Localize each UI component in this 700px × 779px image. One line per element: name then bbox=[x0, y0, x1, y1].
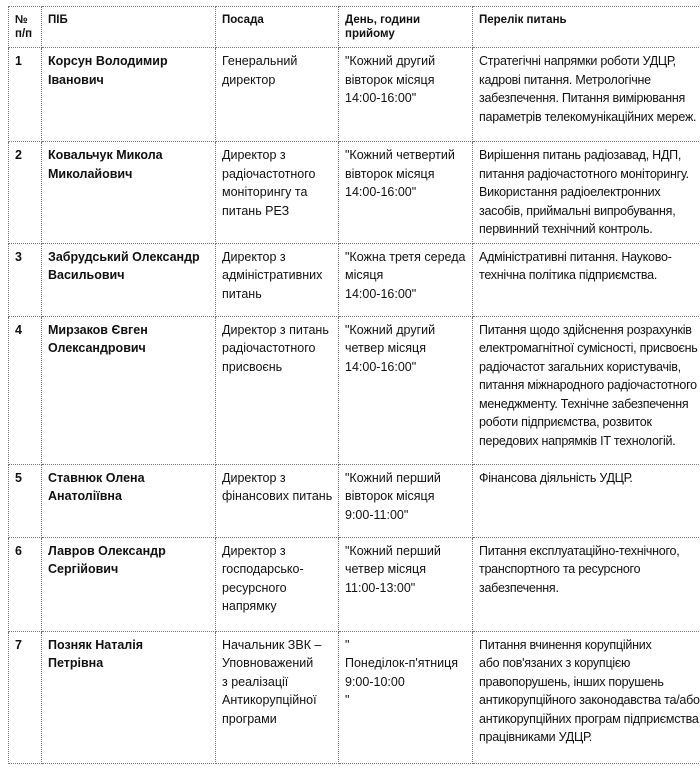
row-number: 4 bbox=[9, 316, 42, 464]
person-position bbox=[216, 316, 339, 464]
reception-schedule-line: Понеділок-п'ятниця bbox=[345, 656, 459, 670]
person-position-line: Уповноважений bbox=[222, 656, 314, 670]
person-position-line: Директор з питань bbox=[222, 322, 329, 337]
person-position-line: Директор з bbox=[222, 543, 286, 558]
table-row bbox=[9, 48, 700, 142]
reception-schedule-line: 14:00-16:00" bbox=[345, 91, 417, 105]
person-name bbox=[42, 631, 216, 763]
reception-schedule bbox=[339, 316, 473, 464]
reception-schedule-line: місяця bbox=[345, 268, 384, 282]
person-position-line: напрямку bbox=[222, 599, 277, 613]
issues-list bbox=[473, 142, 700, 244]
issues-list-line: Питання щодо здійснення розрахунків bbox=[479, 322, 692, 337]
person-name bbox=[42, 537, 216, 631]
person-position bbox=[216, 631, 339, 763]
person-name-line: Сергійович bbox=[48, 562, 119, 576]
header-schedule: День, години прийому bbox=[339, 7, 473, 48]
reception-schedule-line: четвер місяця bbox=[345, 341, 426, 355]
reception-schedule-line: 9:00-10:00 bbox=[345, 674, 405, 689]
issues-list bbox=[473, 316, 700, 464]
reception-schedule-line: "Кожний перший bbox=[345, 470, 441, 485]
issues-list-line: параметрів телекомунікаційних мереж. bbox=[479, 109, 697, 124]
header-row bbox=[9, 7, 700, 48]
person-position-line: радіочастотного bbox=[222, 166, 316, 181]
row-number: 7 bbox=[9, 631, 42, 763]
reception-schedule-line: " bbox=[345, 693, 350, 707]
person-name-line: Мирзаков Євген bbox=[48, 322, 148, 337]
person-name-line: Ковальчук Микола bbox=[48, 148, 163, 162]
person-position-line: Начальник ЗВК – bbox=[222, 637, 322, 652]
person-position bbox=[216, 48, 339, 142]
reception-schedule-line: 14:00-16:00" bbox=[345, 286, 417, 301]
person-position-line: Генеральний bbox=[222, 54, 298, 68]
person-name-line: Корсун Володимир bbox=[48, 54, 168, 68]
header-issues: Перелік питань bbox=[473, 7, 700, 48]
person-name bbox=[42, 316, 216, 464]
person-position bbox=[216, 243, 339, 316]
issues-list-line: роботи підприємства, розвиток bbox=[479, 415, 652, 429]
reception-schedule bbox=[339, 464, 473, 537]
issues-list-line: або пов'язаних з корупцією bbox=[479, 656, 631, 670]
table-row bbox=[9, 142, 700, 244]
person-position bbox=[216, 142, 339, 244]
reception-schedule-line: 11:00-13:00" bbox=[345, 580, 416, 595]
reception-schedule bbox=[339, 243, 473, 316]
row-number: 6 bbox=[9, 537, 42, 631]
person-name-line: Олександрович bbox=[48, 341, 146, 355]
issues-list-line: забезпечення. bbox=[479, 580, 559, 595]
reception-schedule-line: четвер місяця bbox=[345, 562, 426, 576]
header-name: ПІБ bbox=[42, 7, 216, 48]
person-name-line: Ставнюк Олена bbox=[48, 470, 145, 485]
reception-schedule-line: "Кожний четвертий bbox=[345, 148, 455, 162]
issues-list-line: правопорушень, інших порушень bbox=[479, 674, 664, 689]
person-position-line: Директор з bbox=[222, 470, 286, 485]
table-row bbox=[9, 243, 700, 316]
reception-schedule bbox=[339, 48, 473, 142]
person-position-line: Директор з bbox=[222, 148, 286, 162]
reception-schedule bbox=[339, 537, 473, 631]
issues-list-line: Використання радіоелектронних bbox=[479, 185, 661, 199]
row-number: 1 bbox=[9, 48, 42, 142]
issues-list-line: менеджменту. Технічне забезпечення bbox=[479, 396, 689, 411]
person-name bbox=[42, 464, 216, 537]
person-position bbox=[216, 464, 339, 537]
person-position-line: Антикорупційної bbox=[222, 693, 317, 707]
reception-schedule-line: "Кожний другий bbox=[345, 54, 436, 68]
issues-list-line: працівниками УДЦР. bbox=[479, 730, 592, 744]
person-position-line: з реалізації bbox=[222, 674, 289, 689]
issues-list-line: антикорупційних програм підприємства bbox=[479, 711, 699, 726]
issues-list-line: первинний технічний контроль. bbox=[479, 222, 653, 236]
person-position-line: директор bbox=[222, 72, 276, 87]
person-name-line: Васильович bbox=[48, 268, 125, 282]
person-position-line: ресурсного bbox=[222, 580, 287, 595]
person-position-line: господарсько- bbox=[222, 562, 304, 576]
person-position-line: радіочастотного bbox=[222, 341, 316, 355]
person-position-line: Директор з bbox=[222, 249, 286, 264]
issues-list bbox=[473, 464, 700, 537]
issues-list-line: кадрові питання. Метрологічне bbox=[479, 72, 651, 87]
reception-schedule bbox=[339, 142, 473, 244]
issues-list-line: питання міжнародного радіочастотного bbox=[479, 378, 697, 392]
person-name-line: Анатоліївна bbox=[48, 489, 122, 503]
table-row bbox=[9, 316, 700, 464]
reception-schedule-line: 14:00-16:00" bbox=[345, 359, 417, 374]
issues-list-line: електромагнітної сумісності, присвоєнь bbox=[479, 341, 698, 355]
issues-list-line: Питання експлуатаційно-технічного, bbox=[479, 543, 680, 558]
reception-schedule-line: вівторок місяця bbox=[345, 166, 435, 181]
table-row bbox=[9, 537, 700, 631]
issues-list-line: радіочастот загальних користувачів, bbox=[479, 359, 681, 374]
person-name-line: Забрудський Олександр bbox=[48, 249, 200, 264]
person-name-line: Лавров Олександр bbox=[48, 543, 166, 558]
reception-schedule-line: "Кожна третя середа bbox=[345, 249, 466, 264]
issues-list-line: Фінансова діяльність УДЦР. bbox=[479, 470, 633, 485]
person-position-line: адміністративних bbox=[222, 268, 323, 282]
person-name-line: Іванович bbox=[48, 72, 104, 87]
person-name-line: Позняк Наталія bbox=[48, 637, 144, 652]
reception-schedule-table bbox=[8, 6, 700, 764]
person-position-line: фінансових питань bbox=[222, 489, 333, 503]
row-number: 2 bbox=[9, 142, 42, 244]
header-position: Посада bbox=[216, 7, 339, 48]
issues-list bbox=[473, 631, 700, 763]
issues-list-line: технічна політика підприємства. bbox=[479, 268, 658, 282]
issues-list-line: Питання вчинення корупційних bbox=[479, 637, 652, 652]
person-name bbox=[42, 243, 216, 316]
table-row bbox=[9, 631, 700, 763]
person-position-line: програми bbox=[222, 711, 277, 726]
header-num: № п/п bbox=[9, 7, 42, 48]
person-name bbox=[42, 48, 216, 142]
person-name-line: Миколайович bbox=[48, 166, 133, 181]
issues-list-line: Стратегічні напрямки роботи УДЦР, bbox=[479, 54, 676, 68]
person-position bbox=[216, 537, 339, 631]
issues-list-line: транспортного та ресурсного bbox=[479, 562, 641, 576]
issues-list bbox=[473, 537, 700, 631]
row-number: 5 bbox=[9, 464, 42, 537]
reception-schedule-line: 9:00-11:00" bbox=[345, 507, 409, 522]
person-position-line: моніторингу та bbox=[222, 185, 308, 199]
reception-schedule-line: 14:00-16:00" bbox=[345, 185, 417, 199]
person-position-line: питань РЕЗ bbox=[222, 203, 290, 218]
issues-list-line: антикорупційного законодавства та/або bbox=[479, 693, 700, 707]
table-row bbox=[9, 464, 700, 537]
row-number: 3 bbox=[9, 243, 42, 316]
reception-schedule-line: "Кожний другий bbox=[345, 322, 436, 337]
issues-list-line: передових напрямків ІТ технологій. bbox=[479, 433, 676, 448]
issues-list-line: засобів, приймальні випробування, bbox=[479, 203, 676, 218]
person-position-line: питань bbox=[222, 286, 262, 301]
reception-schedule bbox=[339, 631, 473, 763]
reception-schedule-line: вівторок місяця bbox=[345, 489, 435, 503]
reception-schedule-line: " bbox=[345, 637, 350, 652]
reception-schedule-line: "Кожний перший bbox=[345, 543, 441, 558]
issues-list-line: Вирішення питань радіозавад, НДП, bbox=[479, 148, 682, 162]
issues-list-line: питання радіочастотного моніторингу. bbox=[479, 166, 689, 181]
reception-schedule-line: вівторок місяця bbox=[345, 72, 435, 87]
person-name bbox=[42, 142, 216, 244]
issues-list-line: Адміністративні питання. Науково- bbox=[479, 249, 672, 264]
issues-list bbox=[473, 48, 700, 142]
issues-list bbox=[473, 243, 700, 316]
person-name-line: Петрівна bbox=[48, 656, 104, 670]
person-position-line: присвоєнь bbox=[222, 359, 283, 374]
issues-list-line: забезпечення. Питання вимірювання bbox=[479, 91, 686, 105]
